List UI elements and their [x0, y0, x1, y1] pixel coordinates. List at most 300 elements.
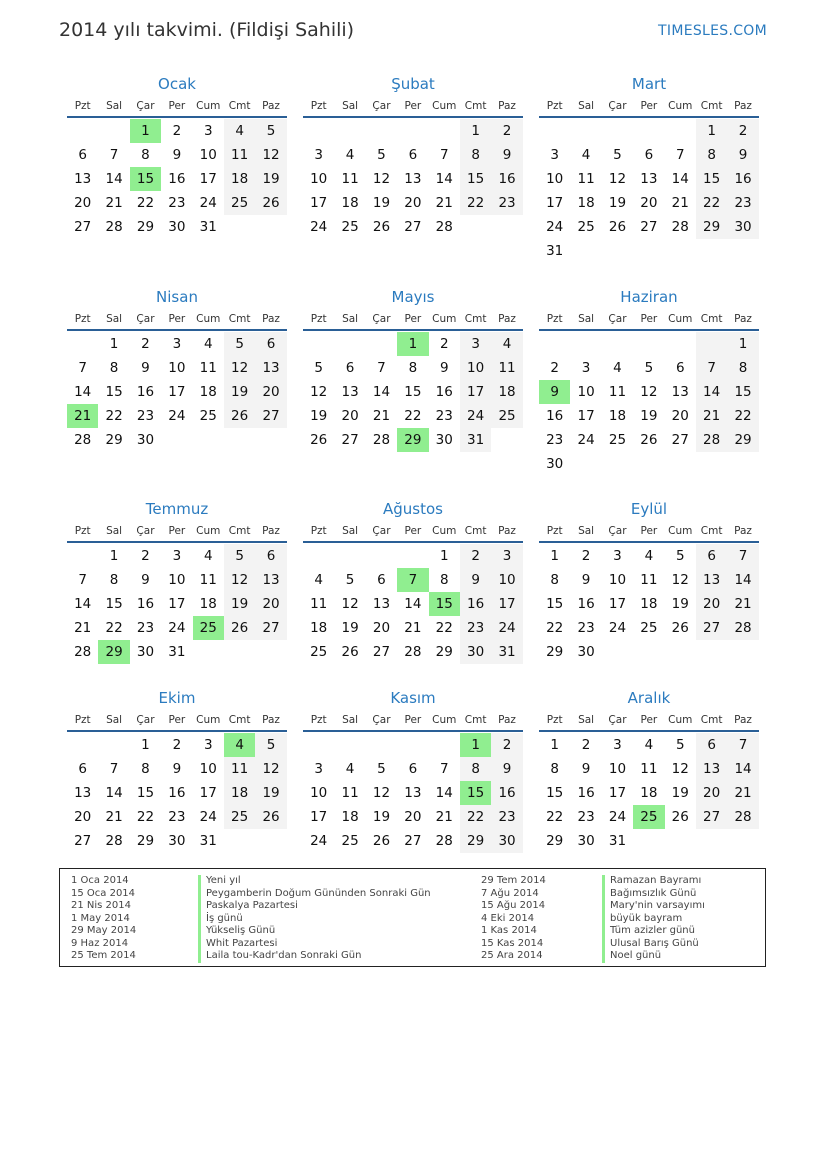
day-cell: 6: [696, 544, 727, 568]
month-block: [539, 72, 759, 263]
day-grid: [303, 733, 523, 853]
day-cell: 15: [696, 167, 727, 191]
day-cell: 7: [675, 147, 685, 163]
weekday-label: Cum: [668, 714, 693, 726]
brand-link[interactable]: TIMESLES.COM: [658, 23, 767, 39]
legend-name: Bağımsızlık Günü: [610, 887, 697, 899]
day-cell: 8: [408, 360, 418, 376]
day-cell: 29: [727, 428, 758, 452]
weekday-label: Sal: [106, 313, 123, 325]
empty-day-cell: [334, 544, 365, 568]
legend-dates-left: [71, 875, 136, 963]
month-name: Eylül: [630, 500, 668, 518]
day-cell: 24: [310, 833, 328, 849]
day-cell: 24: [199, 809, 217, 825]
holiday-day-cell: 25: [193, 616, 224, 640]
month-name: Nisan: [156, 288, 198, 306]
empty-day-cell: [602, 119, 633, 143]
weekday-label: Çar: [608, 313, 627, 325]
day-cell: 20: [372, 620, 391, 636]
empty-day-cell: [570, 332, 601, 356]
weekday-header: [303, 521, 523, 543]
day-cell: 27: [255, 616, 286, 640]
weekday-label: Pzt: [546, 313, 563, 325]
day-cell: 29: [460, 829, 491, 853]
weekday-label: Pzt: [546, 100, 563, 112]
weekday-label: Çar: [372, 525, 391, 537]
weekday-label: Cum: [196, 313, 221, 325]
legend-bar-right: [602, 875, 605, 963]
day-cell: 25: [199, 408, 217, 424]
day-cell: 26: [372, 219, 391, 235]
weekday-label: Paz: [262, 100, 280, 112]
day-cell: 24: [168, 620, 186, 636]
day-cell: 31: [608, 833, 627, 849]
weekday-label: Sal: [578, 525, 595, 537]
holiday-day-cell: 1: [397, 332, 428, 356]
day-cell: 5: [377, 147, 386, 163]
day-cell: 10: [608, 761, 627, 777]
empty-day-cell: [539, 332, 570, 356]
day-cell: 22: [136, 809, 155, 825]
weekday-label: Per: [404, 313, 422, 325]
legend-name: Whit Pazartesi: [206, 937, 278, 949]
day-cell: 15: [727, 380, 758, 404]
weekday-label: Per: [168, 100, 186, 112]
day-grid: [67, 332, 287, 452]
legend-name: Tüm azizler günü: [610, 925, 695, 936]
day-cell: 28: [435, 833, 453, 849]
day-cell: 12: [608, 171, 627, 187]
day-cell: 6: [408, 761, 418, 777]
day-cell: 26: [310, 432, 328, 448]
weekday-label: Pzt: [546, 714, 563, 726]
day-cell: 10: [310, 785, 328, 801]
weekday-label: Per: [404, 714, 422, 726]
day-cell: 30: [577, 833, 595, 849]
day-cell: 6: [377, 572, 386, 588]
empty-day-cell: [397, 733, 428, 757]
day-cell: 9: [172, 761, 182, 777]
day-cell: 26: [341, 644, 359, 660]
weekday-label: Cmt: [228, 525, 251, 537]
day-cell: 17: [491, 592, 522, 616]
day-cell: 3: [203, 737, 213, 753]
day-grid: [303, 119, 523, 239]
day-cell: 28: [671, 219, 689, 235]
day-cell: 21: [74, 620, 92, 636]
day-cell: 25: [310, 644, 328, 660]
day-cell: 8: [460, 143, 491, 167]
day-cell: 11: [199, 572, 217, 588]
weekday-label: Cum: [432, 525, 457, 537]
weekday-label: Per: [640, 313, 658, 325]
day-cell: 1: [696, 119, 727, 143]
day-cell: 11: [341, 785, 359, 801]
weekday-label: Cmt: [228, 100, 251, 112]
day-cell: 30: [136, 432, 155, 448]
day-cell: 16: [168, 171, 186, 187]
day-cell: 5: [675, 548, 685, 564]
weekday-label: Per: [168, 714, 186, 726]
day-cell: 19: [372, 809, 391, 825]
empty-day-cell: [366, 332, 397, 356]
day-cell: 16: [168, 785, 186, 801]
holiday-day-cell: 15: [130, 167, 161, 191]
empty-day-cell: [696, 332, 727, 356]
day-cell: 16: [136, 596, 155, 612]
weekday-label: Çar: [136, 100, 155, 112]
day-cell: 31: [168, 644, 186, 660]
day-cell: 6: [255, 332, 286, 356]
day-cell: 22: [105, 408, 123, 424]
day-cell: 4: [644, 737, 654, 753]
legend-date: 7 Ağu 2014: [481, 887, 539, 899]
day-cell: 8: [460, 757, 491, 781]
day-cell: 20: [74, 195, 92, 211]
day-cell: 22: [727, 404, 758, 428]
day-cell: 10: [168, 572, 186, 588]
weekday-label: Cmt: [464, 313, 487, 325]
day-cell: 19: [608, 195, 627, 211]
day-cell: 23: [168, 195, 186, 211]
weekday-label: Paz: [262, 313, 280, 325]
day-cell: 23: [460, 616, 491, 640]
weekday-header: [67, 96, 287, 118]
day-grid: [67, 733, 287, 853]
day-cell: 1: [550, 737, 559, 753]
month-name: Ağustos: [383, 500, 443, 518]
day-cell: 15: [105, 596, 123, 612]
day-cell: 5: [644, 360, 654, 376]
day-cell: 13: [404, 785, 422, 801]
day-cell: 31: [460, 428, 491, 452]
month-name: Temmuz: [145, 500, 209, 518]
day-cell: 13: [404, 171, 422, 187]
day-cell: 13: [74, 785, 92, 801]
weekday-label: Çar: [608, 525, 627, 537]
day-cell: 2: [581, 737, 591, 753]
day-cell: 18: [341, 809, 359, 825]
month-block: [303, 72, 523, 239]
day-cell: 30: [460, 640, 491, 664]
day-cell: 18: [577, 195, 595, 211]
weekday-label: Per: [404, 100, 422, 112]
day-cell: 28: [727, 616, 758, 640]
day-cell: 24: [199, 195, 217, 211]
day-grid: [539, 544, 759, 664]
day-cell: 3: [460, 332, 491, 356]
legend-name: büyük bayram: [610, 912, 683, 924]
weekday-header: [303, 96, 523, 118]
day-cell: 12: [341, 596, 359, 612]
day-cell: 12: [255, 757, 286, 781]
weekday-label: Çar: [372, 100, 391, 112]
month-block: [539, 497, 759, 664]
weekday-label: Çar: [608, 714, 627, 726]
day-cell: 29: [136, 219, 155, 235]
weekday-label: Per: [168, 525, 186, 537]
holiday-day-cell: 1: [460, 733, 491, 757]
day-cell: 7: [696, 356, 727, 380]
day-cell: 30: [435, 432, 453, 448]
empty-day-cell: [366, 733, 397, 757]
day-cell: 3: [550, 147, 559, 163]
day-cell: 8: [727, 356, 758, 380]
day-cell: 23: [491, 191, 522, 215]
weekday-header: [67, 309, 287, 331]
day-cell: 16: [577, 596, 595, 612]
day-cell: 4: [491, 332, 522, 356]
day-cell: 28: [727, 805, 758, 829]
day-cell: 2: [172, 737, 182, 753]
legend-date: 25 Tem 2014: [71, 950, 136, 961]
legend-date: 4 Eki 2014: [481, 912, 535, 924]
day-cell: 11: [640, 572, 658, 588]
legend-dates-right: [481, 875, 546, 963]
weekday-label: Sal: [342, 525, 359, 537]
day-cell: 6: [644, 147, 654, 163]
day-cell: 14: [404, 596, 422, 612]
day-cell: 25: [491, 404, 522, 428]
day-cell: 12: [224, 356, 255, 380]
day-cell: 11: [224, 757, 255, 781]
day-cell: 13: [640, 171, 658, 187]
weekday-label: Sal: [578, 100, 595, 112]
holiday-day-cell: 15: [429, 592, 460, 616]
day-cell: 15: [546, 785, 564, 801]
day-cell: 31: [546, 243, 564, 259]
day-cell: 20: [671, 408, 689, 424]
legend-date: 9 Haz 2014: [71, 937, 129, 949]
empty-day-cell: [570, 119, 601, 143]
day-cell: 27: [74, 833, 92, 849]
day-cell: 3: [613, 737, 622, 753]
day-cell: 30: [546, 456, 564, 472]
holiday-day-cell: 15: [460, 781, 491, 805]
holiday-day-cell: 25: [633, 805, 664, 829]
day-cell: 4: [581, 147, 591, 163]
day-cell: 11: [608, 384, 627, 400]
day-cell: 10: [608, 572, 627, 588]
day-cell: 25: [640, 620, 658, 636]
holiday-day-cell: 1: [130, 119, 161, 143]
day-cell: 27: [640, 219, 658, 235]
legend-name: Peygamberin Doğum Gününden Sonraki Gün: [206, 887, 431, 899]
month-name: Kasım: [390, 689, 436, 707]
weekday-label: Paz: [734, 313, 752, 325]
weekday-label: Çar: [608, 100, 627, 112]
day-cell: 2: [491, 733, 522, 757]
day-cell: 16: [435, 384, 453, 400]
empty-day-cell: [67, 119, 98, 143]
month-block: [67, 72, 287, 239]
day-cell: 9: [491, 143, 522, 167]
weekday-label: Pzt: [310, 714, 327, 726]
day-cell: 22: [136, 195, 155, 211]
weekday-label: Paz: [498, 313, 516, 325]
empty-day-cell: [397, 544, 428, 568]
day-cell: 24: [310, 219, 328, 235]
weekday-label: Çar: [136, 525, 155, 537]
day-cell: 9: [491, 757, 522, 781]
weekday-label: Per: [168, 313, 186, 325]
weekday-label: Cum: [432, 100, 457, 112]
day-cell: 5: [255, 733, 286, 757]
day-cell: 4: [314, 572, 323, 588]
legend-date: 15 Ağu 2014: [481, 900, 546, 911]
day-cell: 12: [224, 568, 255, 592]
weekday-label: Cum: [196, 714, 221, 726]
day-cell: 4: [613, 360, 622, 376]
day-cell: 19: [224, 592, 255, 616]
legend-name: Ulusal Barış Günü: [610, 937, 699, 949]
empty-day-cell: [334, 332, 365, 356]
day-cell: 13: [696, 568, 727, 592]
day-cell: 7: [109, 147, 119, 163]
empty-day-cell: [633, 332, 664, 356]
weekday-header: [303, 309, 523, 331]
day-cell: 17: [310, 809, 328, 825]
day-cell: 27: [696, 805, 727, 829]
day-cell: 26: [372, 833, 391, 849]
day-cell: 16: [491, 781, 522, 805]
legend-date: 21 Nis 2014: [71, 900, 131, 911]
day-cell: 24: [491, 616, 522, 640]
day-cell: 21: [105, 195, 123, 211]
day-cell: 5: [377, 761, 386, 777]
day-cell: 9: [172, 147, 182, 163]
day-cell: 22: [105, 620, 123, 636]
day-cell: 9: [727, 143, 758, 167]
day-cell: 13: [341, 384, 359, 400]
day-cell: 22: [460, 805, 491, 829]
empty-day-cell: [67, 332, 98, 356]
day-grid: [67, 119, 287, 239]
weekday-label: Sal: [106, 525, 123, 537]
day-cell: 4: [345, 761, 355, 777]
day-cell: 14: [74, 596, 92, 612]
empty-day-cell: [334, 119, 365, 143]
day-cell: 18: [640, 596, 658, 612]
empty-day-cell: [303, 119, 334, 143]
day-cell: 29: [696, 215, 727, 239]
weekday-label: Cmt: [700, 100, 723, 112]
day-cell: 25: [341, 833, 359, 849]
weekday-label: Cmt: [700, 714, 723, 726]
day-cell: 1: [460, 119, 491, 143]
day-cell: 3: [581, 360, 591, 376]
weekday-label: Pzt: [74, 313, 91, 325]
day-cell: 7: [727, 733, 758, 757]
day-cell: 20: [404, 195, 422, 211]
day-cell: 15: [404, 384, 422, 400]
day-cell: 4: [345, 147, 355, 163]
day-cell: 4: [203, 548, 213, 564]
weekday-label: Sal: [342, 714, 359, 726]
legend-date: 1 Oca 2014: [71, 875, 129, 886]
legend-date: 15 Kas 2014: [481, 937, 544, 949]
day-cell: 5: [224, 544, 255, 568]
day-cell: 18: [199, 596, 217, 612]
day-cell: 22: [460, 191, 491, 215]
day-cell: 21: [671, 195, 689, 211]
weekday-label: Cum: [432, 313, 457, 325]
day-cell: 25: [224, 191, 255, 215]
day-cell: 19: [372, 195, 391, 211]
weekday-label: Pzt: [546, 525, 563, 537]
legend-date: 15 Oca 2014: [71, 887, 136, 899]
day-cell: 17: [199, 785, 217, 801]
month-name: Şubat: [391, 75, 435, 93]
day-cell: 24: [608, 809, 627, 825]
month-block: [539, 285, 759, 476]
day-cell: 12: [671, 572, 689, 588]
day-cell: 28: [105, 833, 123, 849]
empty-day-cell: [366, 119, 397, 143]
day-cell: 23: [491, 805, 522, 829]
weekday-label: Paz: [734, 525, 752, 537]
empty-day-cell: [429, 119, 460, 143]
weekday-label: Cum: [196, 525, 221, 537]
day-cell: 3: [314, 761, 323, 777]
legend-name: Paskalya Pazartesi: [206, 900, 298, 911]
day-cell: 20: [255, 592, 286, 616]
day-cell: 10: [460, 356, 491, 380]
day-cell: 14: [372, 384, 391, 400]
day-cell: 15: [105, 384, 123, 400]
day-cell: 28: [696, 428, 727, 452]
day-cell: 7: [78, 572, 87, 588]
day-cell: 31: [199, 833, 217, 849]
month-block: [303, 285, 523, 452]
legend-date: 29 Tem 2014: [481, 875, 546, 886]
weekday-label: Per: [404, 525, 422, 537]
day-cell: 7: [439, 761, 449, 777]
empty-day-cell: [366, 544, 397, 568]
day-cell: 3: [613, 548, 622, 564]
day-cell: 21: [696, 404, 727, 428]
day-cell: 22: [404, 408, 422, 424]
holiday-day-cell: 29: [397, 428, 428, 452]
day-cell: 11: [310, 596, 328, 612]
day-cell: 8: [550, 761, 559, 777]
day-cell: 14: [105, 171, 123, 187]
day-cell: 2: [727, 119, 758, 143]
legend-name: Ramazan Bayramı: [610, 875, 702, 886]
legend-name: Yeni yıl: [206, 875, 241, 886]
weekday-label: Paz: [734, 100, 752, 112]
day-cell: 24: [460, 404, 491, 428]
day-cell: 10: [199, 761, 217, 777]
legend-names-left: [206, 875, 431, 963]
day-cell: 5: [613, 147, 622, 163]
day-cell: 15: [546, 596, 564, 612]
day-cell: 14: [671, 171, 689, 187]
weekday-label: Cum: [432, 714, 457, 726]
day-cell: 29: [546, 833, 564, 849]
day-cell: 3: [491, 544, 522, 568]
month-name: Ocak: [158, 75, 196, 93]
day-cell: 9: [581, 761, 591, 777]
day-cell: 21: [372, 408, 391, 424]
empty-day-cell: [633, 119, 664, 143]
month-name: Ekim: [158, 689, 196, 707]
day-cell: 5: [224, 332, 255, 356]
day-cell: 25: [608, 432, 627, 448]
day-cell: 3: [314, 147, 323, 163]
day-cell: 14: [74, 384, 92, 400]
